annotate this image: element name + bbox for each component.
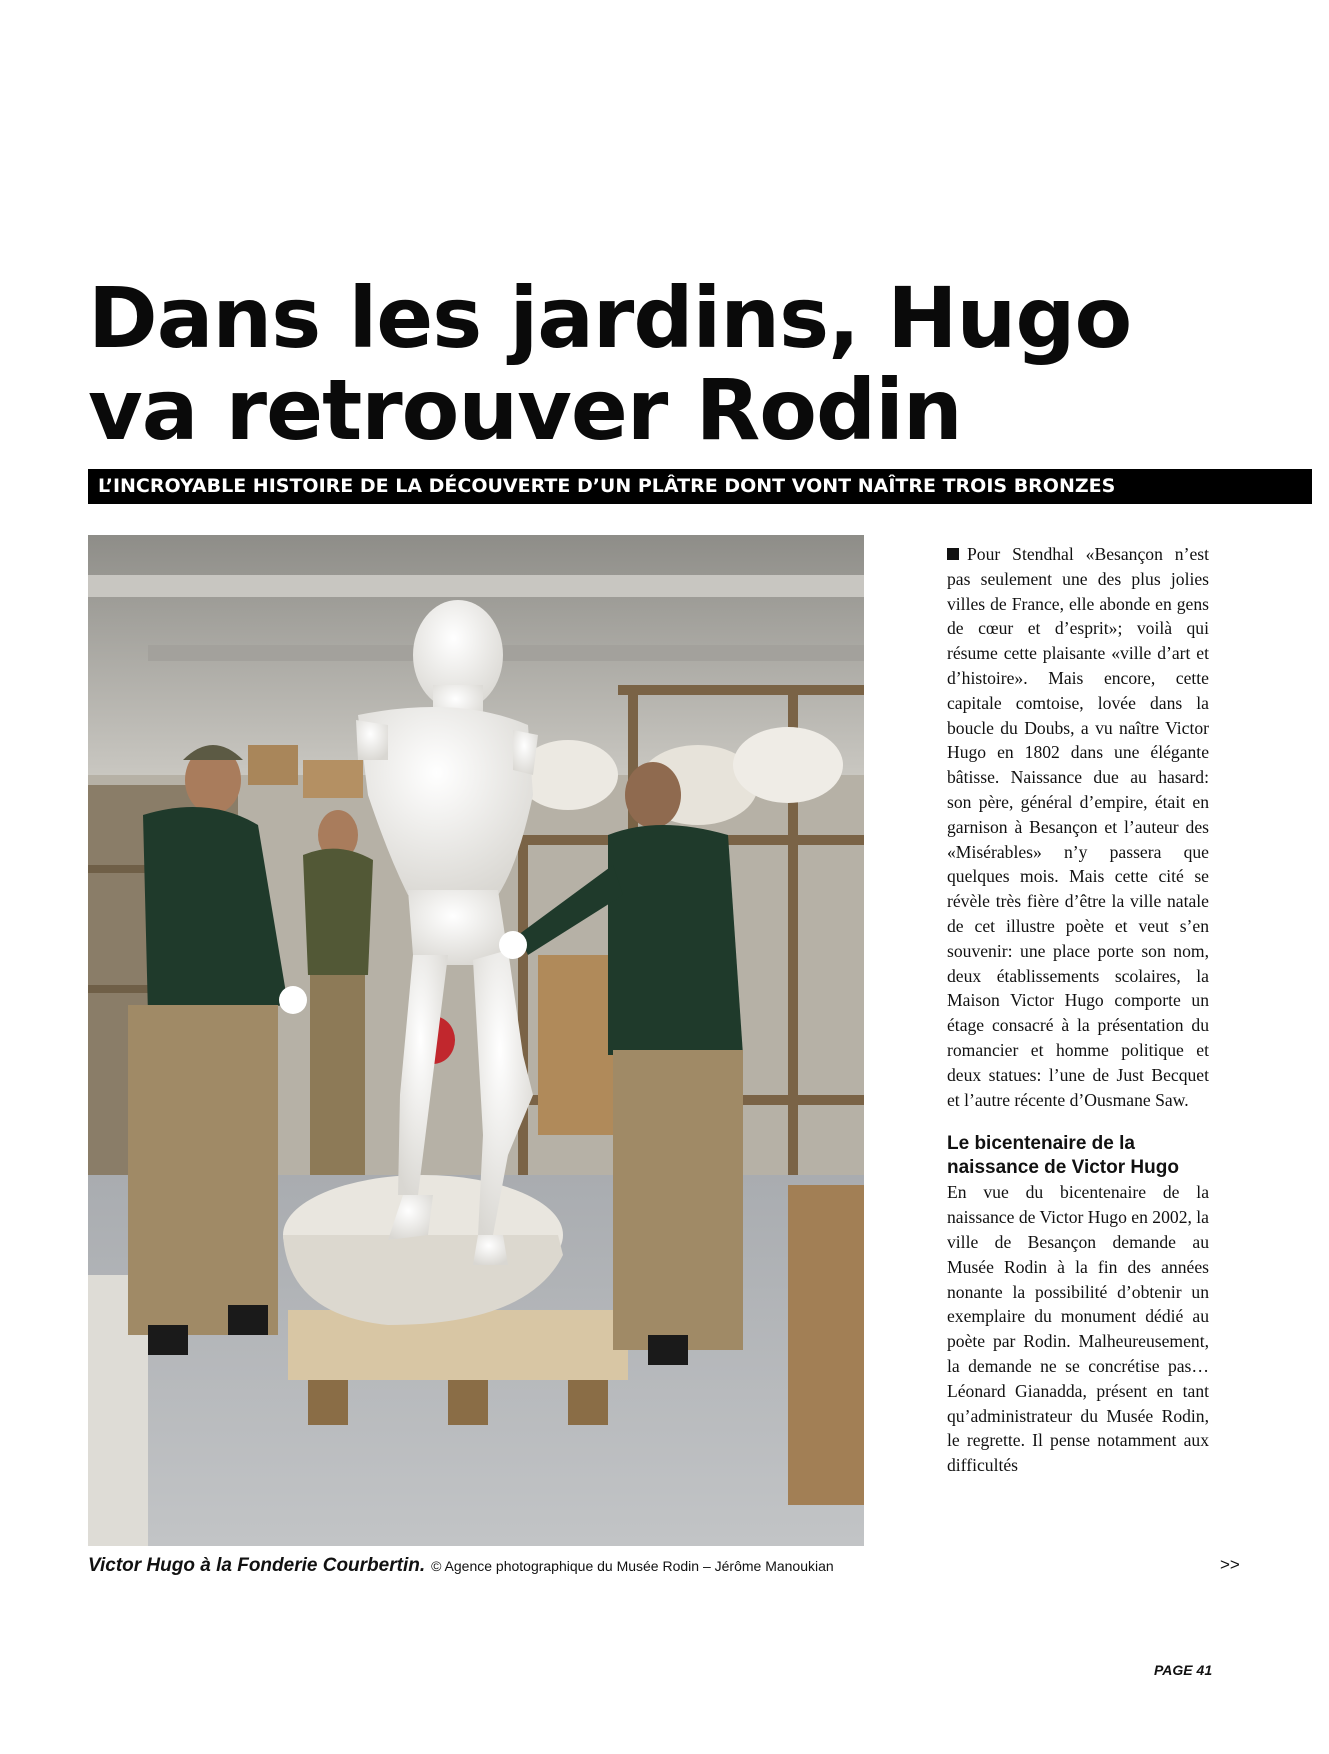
caption-credit: © Agence photographique du Musée Rodin – Jérôme Manoukian	[431, 1558, 834, 1574]
subheadline-bar: L’INCROYABLE HISTOIRE DE LA DÉCOUVERTE D’UN PLÂTRE DONT VONT NAÎTRE TROIS BRONZES	[88, 469, 1312, 504]
article-body	[947, 542, 1209, 1478]
headline: Dans les jardins, Hugo va retrouver Rodin	[88, 269, 1132, 459]
section-paragraph: En vue du bicentenaire de la naissance de Victor Hugo en 2002, la ville de Besançon demande au Musée Rodin à la fin des années nonante la possibilité d’obtenir un exemplaire du monument dédié au poète par Rodin. Malheureusement, la demande ne se concrétise pas… Léonard Gianadda, présent en tant qu’administrateur du Musée Rodin, le regrette. Il pense notamment aux difficultés	[947, 1182, 1209, 1476]
lead-square-icon	[947, 548, 959, 560]
caption-title: Victor Hugo à la Fonderie Courbertin.	[88, 1555, 426, 1576]
article-photo	[88, 535, 864, 1546]
section-heading: Le bicentenaire de la naissance de Victor Hugo	[947, 1133, 1179, 1179]
photo-caption	[88, 1555, 888, 1577]
page-number: PAGE 41	[1154, 1662, 1213, 1678]
continue-marker: >>	[1220, 1555, 1240, 1574]
intro-paragraph	[947, 542, 1209, 1112]
intro-text: Pour Stendhal «Besançon n’est pas seulement une des plus jolies villes de France, elle abonde en gens de cœur et d’esprit»; voilà qui résume cette plaisante «ville d’art et d’histoire». Mais encore, cette capitale comtoise, lovée dans la boucle du Doubs, a vu naître Victor Hugo en 1802 dans une élégante bâtisse. Naissance due au hasard: son père, général d’empire, était en garnison à Besançon et l’auteur des «Misérables» n’y passera que quelques mois. Mais cette cité se révèle très fière d’être la ville natale de cet illustre poète et veut s’en souvenir: une place porte son nom, deux établissements scolaires, la Maison Victor Hugo comporte un étage consacré à la présentation du romancier et homme politique et deux statues: l’une de Just Becquet et l’autre récente d’Ousmane Saw.	[947, 544, 1209, 1110]
